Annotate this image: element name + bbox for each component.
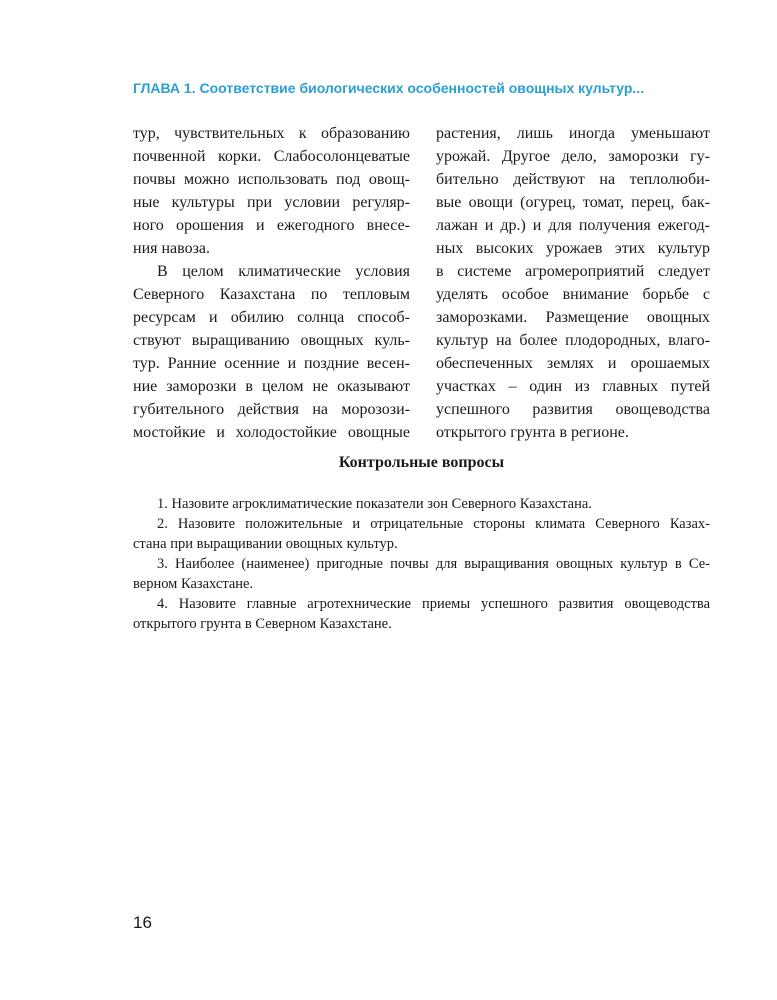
text-line: тур, чувствительных к образованию — [133, 125, 410, 142]
text-line: мостойкие и холодостойкие овощные — [133, 424, 410, 441]
question-item: 4. Назовите главные агротехнические приемы успешного развития овощеводства — [157, 596, 710, 612]
text-line: ствуют выращиванию овощных куль- — [133, 332, 410, 349]
text-line: в системе агромероприятий следует — [436, 263, 710, 280]
text-line: тур. Ранние осенние и поздние весен- — [133, 355, 410, 372]
text-line: В целом климатические условия — [157, 263, 410, 280]
question-item: 1. Назовите агроклиматические показатели зон Северного Казахстана. — [157, 496, 592, 512]
text-line: ных высоких урожаев этих культур — [436, 240, 710, 257]
text-line: открытого грунта в регионе. — [436, 424, 629, 441]
text-line: участках – один из главных путей — [436, 378, 710, 395]
text-line: уделять особое внимание борьбе с — [436, 286, 710, 303]
text-line: культур на более плодородных, влаго- — [436, 332, 710, 349]
question-item: 2. Назовите положительные и отрицательные стороны климата Северного Казах- — [157, 516, 710, 532]
running-header: ГЛАВА 1. Соответствие биологических особенностей овощных культур... — [133, 80, 645, 96]
text-line: заморозками. Размещение овощных — [436, 309, 710, 326]
text-line: обеспеченных землях и орошаемых — [436, 355, 710, 372]
text-line: почвы можно использовать под овощ- — [133, 171, 410, 188]
right-text-column — [436, 122, 710, 444]
text-line: ресурсам и обилию солнца способ- — [133, 309, 410, 326]
text-line: Северного Казахстана по тепловым — [133, 286, 410, 303]
text-line: ные культуры при условии регуляр- — [133, 194, 410, 211]
text-line: ного орошения и ежегодного внесе- — [133, 217, 410, 234]
questions-heading: Контрольные вопросы — [338, 454, 505, 471]
text-line: успешного развития овощеводства — [436, 401, 710, 418]
text-line: губительного действия на морозози- — [133, 401, 410, 418]
page-number: 16 — [133, 913, 152, 932]
text-line: почвенной корки. Слабосолонцеватые — [133, 148, 410, 165]
questions-list — [133, 494, 710, 634]
text-line: ния навоза. — [133, 240, 211, 257]
question-item-continuation: стана при выращивании овощных культур. — [133, 536, 398, 552]
question-item-continuation: верном Казахстане. — [133, 576, 254, 592]
left-text-column — [133, 122, 410, 444]
text-line: ние заморозки в целом не оказывают — [133, 378, 410, 395]
text-line: лажан и др.) и для получения ежегод- — [436, 217, 710, 234]
question-item: 3. Наиболее (наименее) пригодные почвы для выращивания овощных культур в Се- — [157, 556, 710, 572]
text-line: бительно действуют на теплолюби- — [436, 171, 710, 188]
text-line: растения, лишь иногда уменьшают — [436, 125, 710, 142]
question-item-continuation: открытого грунта в Северном Казахстане. — [133, 616, 392, 632]
text-line: вые овощи (огурец, томат, перец, бак- — [436, 194, 710, 211]
text-line: урожай. Другое дело, заморозки гу- — [436, 148, 710, 165]
